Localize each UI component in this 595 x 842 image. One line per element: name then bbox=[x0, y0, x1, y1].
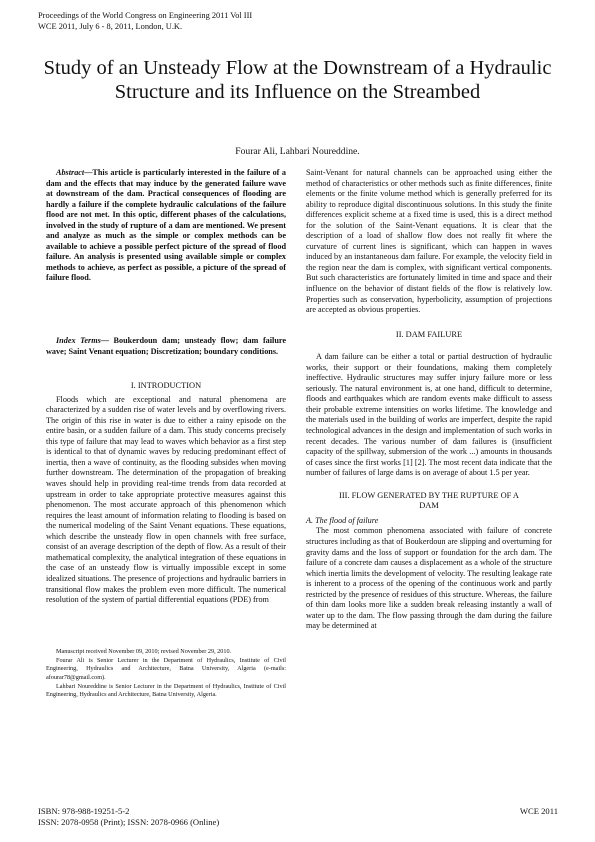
flood-of-failure-paragraph: The most common phenomena associated with failure of concrete structures including as that of Boukerdoun are slipping and overturning for gravity dams and the loss of support or foundation for the arch dam. The failure of a concrete dam causes a displacement as a whole of the structure which inertia limits the development of velocity. The resulting leakage rate is inherent to a process of the opening of the continuous work and partly restricted by the presence of residues of this structure. Whereas, the failure of thin dam looks more like a sudden break releasing instantly a wall of water up to the dam. The flow passing through the dam during the failure may be determined at bbox=[306, 526, 552, 631]
paper-authors: Fourar Ali, Lahbari Noureddine. bbox=[235, 146, 360, 157]
continuation-paragraph: Saint-Venant for natural channels can be approached using either the method of characteristics or other methods such as finite differences, finite elements or the finite volume method which is generally preferred for its ability to reproduce digital discontinuous solutions. In this study the finite differences explicit scheme at a fixed time is used, this is a direct method for the solution of the Saint-Venant equations. It is clear that the description of a load of shallow flow does not really fit where the curvature of current lines is significant, which can happen in waves induced by an instantaneous dam failure. For example, the velocity field in the region near the dam is complex, with significant vertical components. But such characteristics are fortunately limited in time and space and their influence on the behavior of distant fields of the flow is relatively low. Properties such as conservation, hyperbolicity, assumption of projections are accepted as obvious properties. bbox=[306, 168, 552, 315]
right-column bbox=[306, 168, 552, 632]
header-proceedings: Proceedings of the World Congress on Engineering 2011 Vol III bbox=[38, 11, 253, 20]
left-column bbox=[46, 168, 286, 606]
footer-isbn: ISBN: 978-988-19251-5-2 bbox=[38, 806, 130, 816]
section3-heading-line2: DAM bbox=[419, 501, 439, 511]
section-heading-flow-generated bbox=[306, 491, 552, 512]
running-header bbox=[38, 10, 252, 32]
paper-title: Study of an Unsteady Flow at the Downstream of a Hydraulic Structure and its Influence on the Streambed bbox=[43, 57, 552, 103]
abstract-label: Abstract bbox=[56, 168, 85, 177]
index-terms-label: Index Terms bbox=[56, 336, 101, 346]
section3-heading-line1: III. FLOW GENERATED BY THE RUPTURE OF A bbox=[339, 490, 519, 500]
abstract bbox=[46, 168, 286, 284]
section-heading-dam-failure: II. DAM FAILURE bbox=[395, 329, 463, 339]
footer-identifiers bbox=[38, 806, 219, 828]
footer-conference: WCE 2011 bbox=[519, 806, 558, 816]
index-terms bbox=[46, 336, 286, 357]
introduction-paragraph: Floods which are exceptional and natural phenomena are characterized by a sudden rise of water levels and by overflowing rivers. The origin of this rise in water is due to either a rainy episode on the entire basin, or a sudden failure of a dam. This study concerns precisely this type of failure that may lead to waves which behavior as a first step is identical to that of dynamic waves by reducing predominant effect of inertia, then a wave of continuity, as the flooding subsides when moving further downstream. The determination of the propagation of breaking waves should help in providing real-time trends from data recorded at upstream in order to take appropriate protective measures against this phenomenon. The most accurate approach of this phenomenon which requires the least amount of information relating to flooding is based on the numerical modeling of the Saint Venant equations. These equations, which describe the unsteady flow in open channels with free surface, consist of an average description of the depth of flow. As a result of their mathematical complexity, the analytical integration of these equations in the case of an unsteady flow is virtually impossible except in some idealized situations. The presence of projections and hydraulic barriers in transitional flow makes the problem even more difficult. The numerical resolution of the system of partial differential equations (PDE) from bbox=[46, 394, 286, 605]
footnote-author1: Fourar Ali is Senior Lecturer in the Department of Hydraulics, Institute of Civil Engineering, Hydraulics and Architecture, Batna University, Algeria (e-mails: afourar78@gmail.com). bbox=[46, 657, 286, 681]
footnote-author2: Lahbari Noureddine is Senior Lecturer in the Department of Hydraulics, Institute of Civil Engineering, Hydraulics and Architecture, Batna University, Algeria. bbox=[46, 682, 286, 699]
footnote-manuscript: Manuscript received November 09, 2010; revised November 29, 2010. bbox=[56, 648, 232, 655]
footnotes bbox=[46, 648, 286, 700]
dam-failure-paragraph: A dam failure can be either a total or partial destruction of hydraulic works, their support or their foundations, making them completely ineffective. Hydraulic structures may suffer injury failure more or less seriously. The natural environment is, at one hand, difficult to determine, floods and earthquakes which are random events make difficult to assess their probable extreme intensities on works lifetime. The knowledge and the materials used in the building of works are imperfect, despite the rapid technological advances in the design and implementation of such works in recent decades. The various number of dam failures is (insufficient capacity of the spillway, submersion of the work ...) amounts in thousands of cases since the first works [1] [2]. The most recent data indicate that the number of failures of large dams is on average of about 1.5 per year. bbox=[306, 352, 552, 478]
section-heading-introduction: I. INTRODUCTION bbox=[130, 381, 202, 391]
index-terms-text: — Boukerdoun dam; unsteady flow; dam failure wave; Saint Venant equation; Discretization; boundary conditions. bbox=[46, 336, 286, 356]
footer-issn: ISSN: 2078-0958 (Print); ISSN: 2078-0966 (Online) bbox=[38, 817, 220, 827]
subsection-heading-flood-of-failure: A. The flood of failure bbox=[306, 515, 379, 525]
abstract-text: —This article is particularly interested in the failure of a dam and the effects that may induce by the generated failure wave at downstream of the dam. Practical consequences of flooding are hardly a failure if the complete hydraulic calculations of the failure flood are not met. In this optic, different phases of the calculations, involved in the study of rupture of a dam are mentioned. We present and analyze as much as the simple or complex methods can be available to achieve a possible perfect picture of the spread of flood failure. An analysis is presented using available simple or complex methods to achieve, as perfect as possible, a picture of the spread of failure flood. bbox=[46, 168, 286, 283]
header-conference: WCE 2011, July 6 - 8, 2011, London, U.K. bbox=[38, 22, 183, 31]
